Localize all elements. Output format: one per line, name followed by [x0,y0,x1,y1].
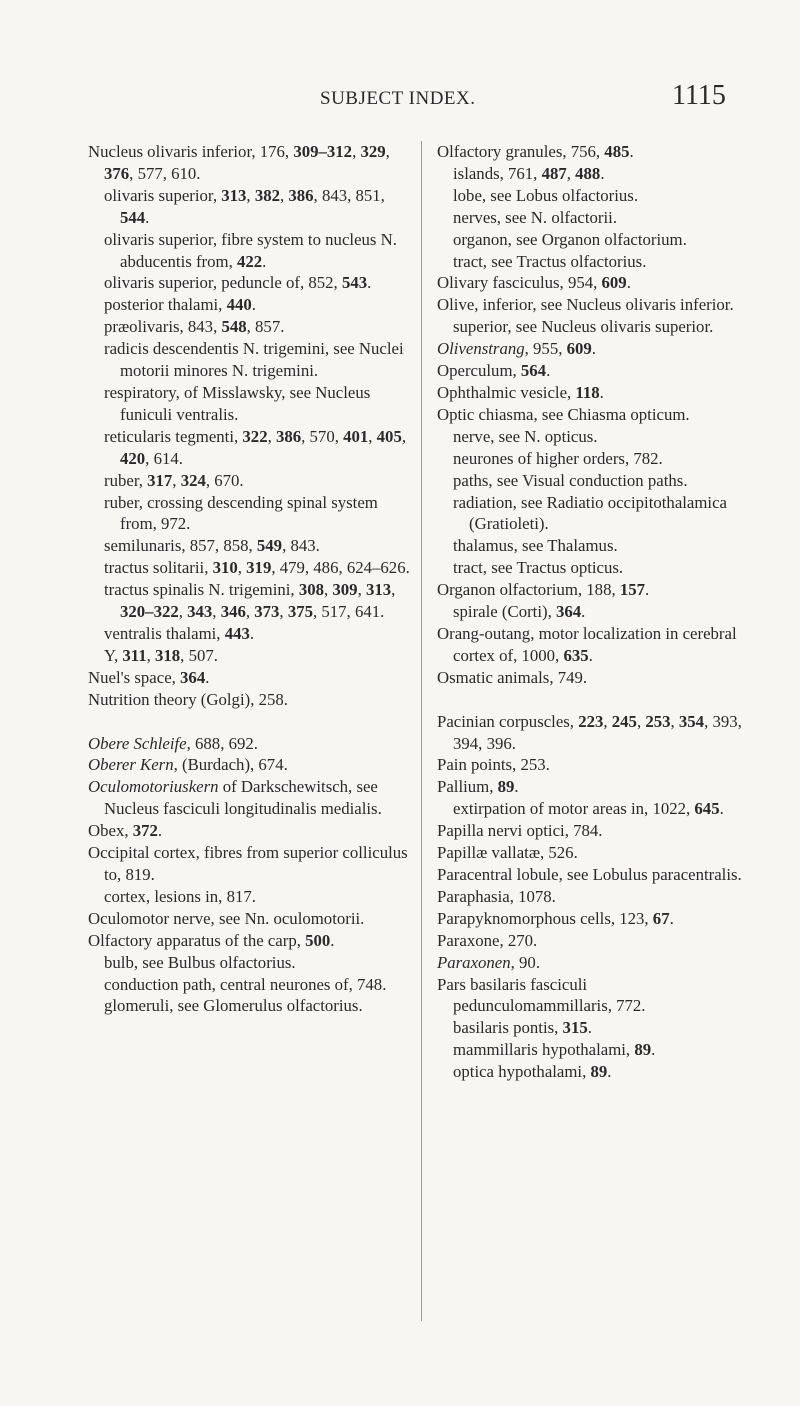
index-subentry [437,470,743,492]
entry-text: conduction path, central neurones of, 748. [104,974,387,994]
entry-text: nerves, see N. olfactorii. [453,207,618,227]
entry-text: , [385,142,390,161]
entry-text: ventralis thalami, [104,623,225,643]
entry-text: Operculum, [437,361,521,381]
entry-text: respiratory, of Misslawsky, see Nucleus funiculi ventralis. [104,382,371,424]
index-entry [88,141,410,185]
page-ref-bold: 311 [122,645,147,665]
section-gap [88,711,410,733]
entry-text: . [587,1018,592,1038]
entry-text: glomeruli, see Glomerulus olfactorius. [104,996,363,1016]
index-column-right [437,141,743,1083]
entry-text: , [146,645,155,665]
page-ref-bold: 443 [224,623,250,643]
page-ref-bold: 382 [254,185,280,205]
index-entry [88,667,410,689]
entry-text: . [669,908,674,928]
page-ref-bold: 309–312 [293,142,353,161]
index-entry [437,579,743,601]
page-ref-bold: 89 [497,777,515,797]
page-ref-bold: 405 [376,426,402,446]
entry-text: Parapyknomorphous cells, 123, [437,908,653,928]
page-number: 1115 [672,80,726,111]
entry-text: Y, [104,645,123,665]
term-italic: Oberer Kern [88,755,174,775]
entry-text: Orang-outang, motor localization in cerebral cortex of, 1000, [437,623,737,665]
entry-text: Pacinian corpuscles, [437,711,579,731]
index-column-left [88,141,410,1017]
entry-text: cortex, lesions in, 817. [104,886,256,906]
page-ref-bold: 223 [578,711,604,731]
index-entry [88,908,410,930]
entry-text: mammillaris hypothalami, [453,1040,635,1060]
page-header [0,78,800,118]
page-ref-bold: 487 [541,163,567,183]
entry-text: . [546,361,551,381]
entry-text: . [367,273,372,293]
index-entry [437,360,743,382]
index-entry [437,623,743,667]
index-subentry [88,294,410,316]
index-entry [437,294,743,316]
entry-text: , 570, [301,426,344,446]
index-subentry [437,207,743,229]
entry-text: superior, see Nucleus olivaris superior. [453,317,714,337]
entry-text: , [368,426,377,446]
entry-text: Olfactory granules, 756, [437,142,605,161]
entry-text: , 393, 394, 396. [453,711,742,753]
page-ref-bold: 609 [566,339,592,359]
entry-text: Nuel's space, [88,667,181,687]
index-subentry [437,492,743,536]
page-ref-bold: 313 [221,185,247,205]
entry-text: Olfactory apparatus of the carp, [88,930,306,950]
entry-text: optica hypothalami, [453,1062,591,1082]
entry-text: , [267,426,276,446]
index-subentry [437,557,743,579]
page-ref-bold: 549 [256,536,283,556]
page-ref-bold: 422 [236,251,263,271]
entry-text: semilunaris, 857, 858, [104,536,257,556]
index-entry [88,754,410,776]
entry-text: olivaris superior, peduncle of, 852, [104,273,342,293]
index-entry [437,404,743,426]
entry-text: tractus solitarii, [104,558,213,578]
index-subentry [88,185,410,229]
entry-text: Nucleus olivaris inferior, 176, [88,142,294,161]
page-ref-bold: 372 [132,821,158,841]
index-subentry [88,426,410,470]
index-entry [437,864,743,886]
page-ref-bold: 313 [365,580,392,600]
index-subentry [88,645,410,667]
entry-text: of Darkschewitsch, see Nucleus fasciculi longitudinalis medialis. [104,777,382,819]
page-ref-bold: 89 [590,1062,608,1082]
index-subentry [437,426,743,448]
entry-text: . [599,382,604,402]
index-subentry [88,382,410,426]
entry-text: , [603,711,612,731]
entry-text: . [249,623,255,643]
entry-text: præolivaris, 843, [104,317,222,337]
entry-text: , [245,602,255,622]
page-ref-bold: 320–322 [120,602,179,622]
index-subentry [437,185,743,207]
index-subentry [437,251,743,273]
index-entry [88,689,410,711]
page-ref-bold: 324 [180,470,206,490]
term-italic: Olivenstrang [437,339,525,359]
page-ref-bold: 118 [575,382,600,402]
entry-text: , 517, 641. [312,602,385,622]
entry-text: Paraphasia, 1078. [437,886,556,906]
entry-text: , 843, 851, [313,185,385,205]
index-subentry [437,601,743,623]
entry-text: . [645,580,650,600]
entry-text: Optic chiasma, see Chiasma opticum. [437,404,690,424]
page-ref-bold: 375 [287,602,313,622]
entry-text: . [262,251,267,271]
entry-text: extirpation of motor areas in, 1022, [453,799,695,819]
page-ref-bold: 346 [220,602,246,622]
entry-text: tract, see Tractus opticus. [453,558,624,578]
index-subentry [88,272,410,294]
page-ref-bold: 401 [343,426,369,446]
entry-text: nerve, see N. opticus. [453,426,598,446]
index-entry [437,974,743,1018]
entry-text: , 614. [145,448,183,468]
entry-text: Olivary fasciculus, 954, [437,273,602,293]
entry-text: Nutrition theory (Golgi), 258. [88,689,288,709]
index-subentry [88,470,410,492]
page-ref-bold: 309 [332,580,358,600]
index-subentry [88,316,410,338]
page-ref-bold: 67 [652,908,670,928]
entry-text: Organon olfactorium, 188, [437,580,620,600]
index-entry [88,820,410,842]
entry-text: . [719,799,724,819]
entry-text: . [514,777,519,797]
entry-text: neurones of higher orders, 782. [453,448,663,468]
entry-text: , 688, 692. [186,733,258,753]
entry-text: basilaris pontis, [453,1018,563,1038]
entry-text: posterior thalami, [104,295,227,315]
entry-text: reticularis tegmenti, [104,426,243,446]
entry-text: . [205,667,210,687]
index-subentry [88,623,410,645]
term-italic: Oculomotoriuskern [88,777,219,797]
page-ref-bold: 440 [226,295,252,315]
entry-text: , [172,470,181,490]
entry-text: . [251,295,256,315]
entry-text: Pallium, [437,777,498,797]
index-entry [437,820,743,842]
index-subentry [437,316,743,338]
page-ref-bold: 544 [120,207,146,227]
entry-text: , 507. [180,645,218,665]
entry-text: , [246,185,255,205]
index-subentry [88,338,410,382]
index-subentry [437,1017,743,1039]
page-ref-bold: 245 [611,711,637,731]
index-entry [437,930,743,952]
index-subentry [437,163,743,185]
page-ref-bold: 317 [147,470,173,490]
entry-text: , [237,558,247,578]
entry-text: , [566,163,576,183]
section-gap [437,689,743,711]
entry-text: . [588,645,593,665]
running-head: SUBJECT INDEX. [320,88,476,109]
index-subentry [88,886,410,908]
entry-text: radicis descendentis N. trigemini, see Nuclei motorii minores N. trigemini. [104,339,404,381]
page-ref-bold: 488 [575,163,601,183]
entry-text: , [279,185,289,205]
entry-text: . [629,142,634,161]
entry-text: ruber, [104,470,148,490]
entry-text: , [401,426,407,446]
entry-text: Paracentral lobule, see Lobulus paracentralis. [437,865,742,884]
entry-text: olivaris superior, fibre system to nucleus N. abducentis from, [104,229,397,271]
entry-text: , [357,580,366,600]
page-ref-bold: 373 [254,602,280,622]
entry-text: Papillæ vallatæ, 526. [437,843,578,863]
entry-text: , 670. [205,470,244,490]
entry-text: . [607,1062,612,1082]
entry-text: . [581,602,586,622]
entry-text: radiation, see Radiatio occipitothalamica (Gratioleti). [453,492,727,534]
term-italic: Paraxonen [437,952,511,972]
page-ref-bold: 548 [221,317,247,337]
entry-text: , 857. [246,317,285,337]
page-ref-bold: 364 [556,602,582,622]
entry-text: , 577, 610. [129,163,201,183]
entry-text: tract, see Tractus olfactorius. [453,251,647,271]
entry-text: ruber, crossing descending spinal system from, 972. [104,492,378,534]
page-ref-bold: 386 [275,426,302,446]
entry-text: , 479, 486, 624–626. [271,558,410,578]
page-ref-bold: 343 [187,602,213,622]
entry-text: , [212,602,221,622]
page-ref-bold: 315 [562,1018,588,1038]
page-ref-bold: 645 [694,799,720,819]
index-subentry [88,535,410,557]
entry-text: Ophthalmic vesicle, [437,382,576,402]
index-entry [88,930,410,952]
index-entry [88,842,410,886]
page-ref-bold: 500 [305,930,331,950]
entry-text: , [279,602,288,622]
page-ref-bold: 543 [341,273,368,293]
index-entry [437,886,743,908]
page-ref-bold: 485 [604,142,630,161]
entry-text: islands, 761, [453,163,542,183]
index-entry [437,667,743,689]
entry-text: Pars basilaris fasciculi pedunculomammillaris, 772. [437,974,646,1016]
page-ref-bold: 89 [634,1040,652,1060]
index-subentry [437,1039,743,1061]
entry-text: , 955, [524,339,567,359]
index-subentry [437,798,743,820]
index-subentry [88,579,410,623]
page-ref-bold: 157 [619,580,646,600]
entry-text: , [324,580,333,600]
entry-text: , [670,711,679,731]
entry-text: tractus spinalis N. trigemini, [104,580,299,600]
index-entry [437,754,743,776]
page-ref-bold: 354 [678,711,705,731]
index-subentry [88,492,410,536]
entry-text: spirale (Corti), [453,602,556,622]
entry-text: . [330,930,335,950]
index-subentry [437,229,743,251]
entry-text: Occipital cortex, fibres from superior colliculus to, 819. [88,843,408,884]
page-ref-bold: 329 [360,142,386,161]
page-ref-bold: 609 [601,273,627,293]
column-divider [421,141,422,1321]
entry-text: paths, see Visual conduction paths. [453,470,688,490]
entry-text: thalamus, see Thalamus. [453,536,618,556]
page-ref-bold: 253 [645,711,671,731]
entry-text: Osmatic animals, 749. [437,667,588,687]
page-ref-bold: 310 [212,558,238,578]
index-entry [437,952,743,974]
index-entry [88,776,410,820]
page-ref-bold: 635 [563,645,589,665]
index-entry [437,338,743,360]
page-ref-bold: 322 [242,426,268,446]
entry-text: . [145,207,150,227]
entry-text: Oculomotor nerve, see Nn. oculomotorii. [88,908,365,928]
page-ref-bold: 318 [155,645,181,665]
index-entry [88,733,410,755]
page-ref-bold: 308 [298,580,324,600]
index-subentry [88,557,410,579]
entry-text: . [651,1040,656,1060]
entry-text: bulb, see Bulbus olfactorius. [104,952,296,972]
entry-text: Obex, [88,821,133,841]
index-entry [437,908,743,930]
entry-text: . [600,163,605,183]
index-entry [437,382,743,404]
entry-text: , [636,711,646,731]
index-subentry [437,1061,743,1083]
index-subentry [437,448,743,470]
entry-text: , (Burdach), 674. [173,755,288,775]
entry-text: , [352,142,361,161]
entry-text: Olive, inferior, see Nucleus olivaris inferior. [437,295,734,315]
entry-text: organon, see Organon olfactorium. [453,229,687,249]
page-ref-bold: 420 [120,448,146,468]
page-ref-bold: 376 [104,163,130,183]
index-entry [437,141,743,163]
term-italic: Obere Schleife [88,733,187,753]
index-entry [437,272,743,294]
entry-text: , 90. [510,952,541,972]
index-subentry [88,229,410,273]
entry-text: . [626,273,631,293]
page-ref-bold: 364 [180,667,206,687]
entry-text: Papilla nervi optici, 784. [437,821,603,841]
entry-text: Pain points, 253. [437,755,550,775]
page-ref-bold: 319 [246,558,272,578]
entry-text: . [591,339,596,359]
entry-text: , 843. [282,536,320,556]
entry-text: . [157,821,163,841]
index-entry [437,776,743,798]
index-subentry [88,974,410,996]
page-ref-bold: 564 [520,361,547,381]
index-subentry [437,535,743,557]
index-subentry [88,995,410,1017]
page-ref-bold: 386 [288,185,314,205]
entry-text: olivaris superior, [104,185,222,205]
entry-text: Paraxone, 270. [437,930,538,950]
index-entry [437,842,743,864]
entry-text: , [391,580,396,600]
entry-text: lobe, see Lobus olfactorius. [453,185,639,205]
entry-text: , [178,602,188,622]
index-subentry [88,952,410,974]
index-entry [437,711,743,755]
